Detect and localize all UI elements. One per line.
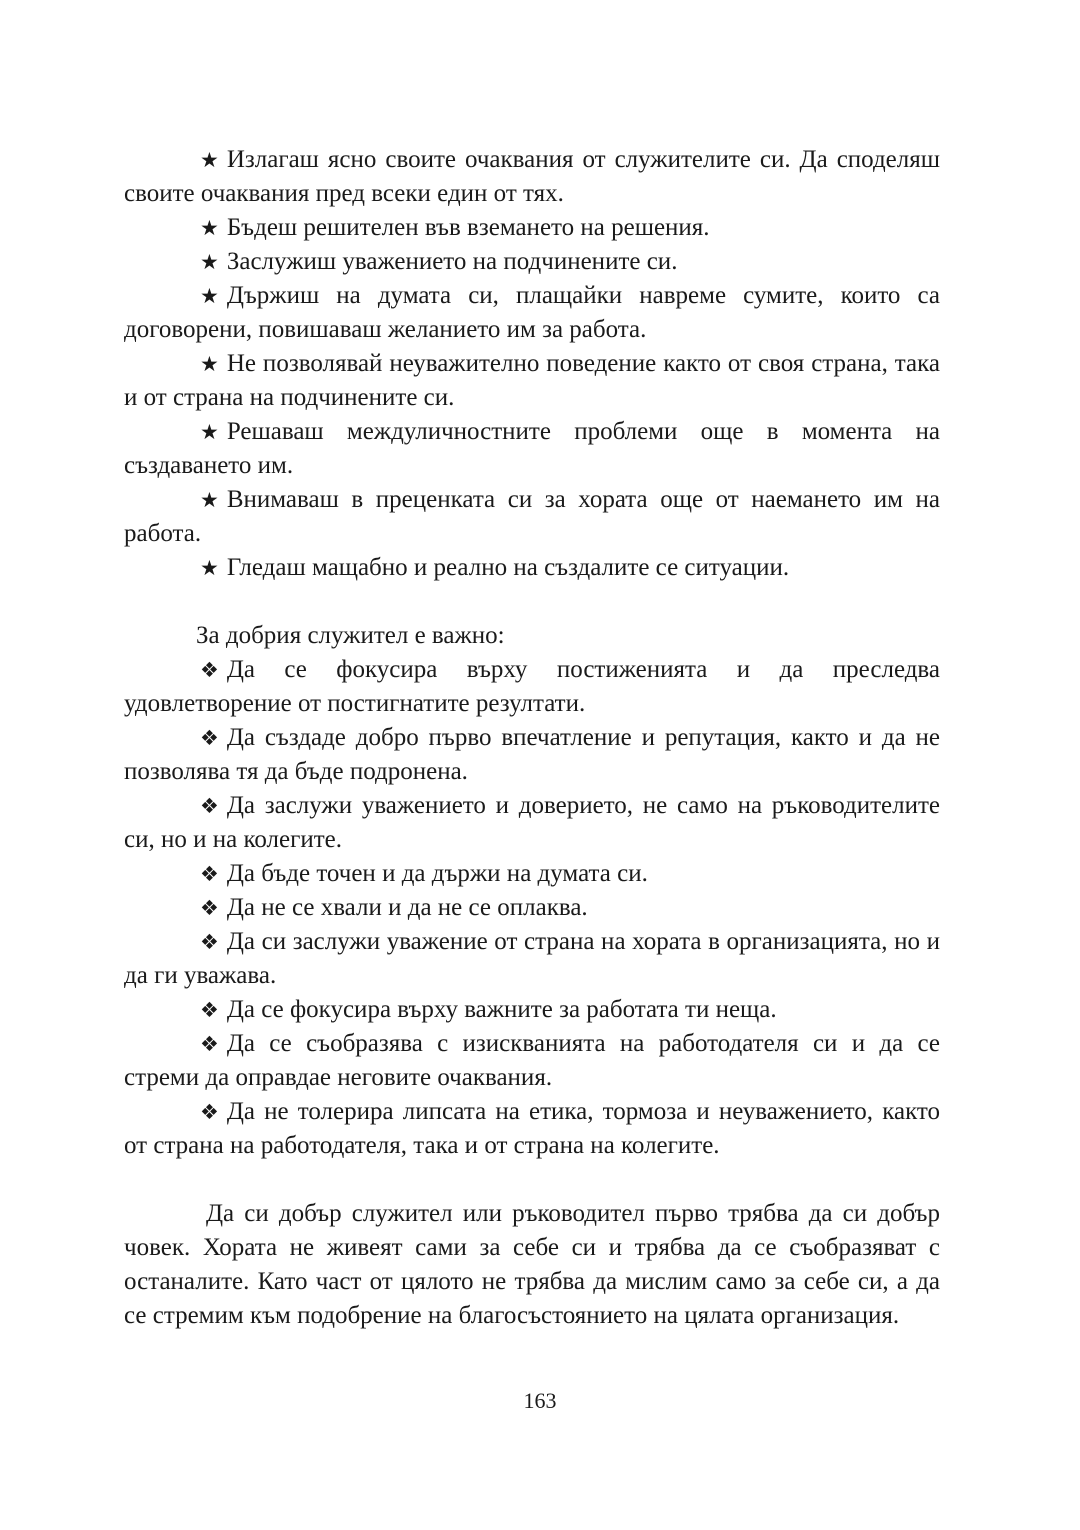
diamond-bullet-icon: ❖ — [200, 1032, 219, 1056]
leader-item-text: Решаваш междуличностните проблеми още в момента на създаването им. — [124, 418, 940, 479]
leader-item-text: Заслужиш уважението на подчинените си. — [226, 248, 678, 275]
employee-item — [124, 721, 940, 789]
leader-item-text: Държиш на думата си, плащайки навреме сумите, които са договорени, повишаваш желанието им за работа. — [124, 282, 940, 343]
star-bullet-icon: ★ — [200, 420, 219, 444]
star-bullet-icon: ★ — [200, 488, 219, 512]
diamond-bullet-icon: ❖ — [200, 896, 219, 920]
employee-item-text: Да си заслужи уважение от страна на хората в организацията, но и да ги уважава. — [124, 928, 940, 989]
employee-item-text: Да бъде точен и да държи на думата си. — [226, 860, 648, 887]
leader-item — [124, 279, 940, 347]
leader-item-text: Бъдеш решителен във вземането на решения. — [226, 214, 710, 241]
page-body — [124, 143, 940, 1333]
leader-item — [124, 483, 940, 551]
employee-item — [124, 891, 940, 925]
section-spacer — [124, 585, 940, 619]
leader-item — [124, 347, 940, 415]
employee-list — [124, 653, 940, 1163]
leader-item — [124, 245, 940, 279]
diamond-bullet-icon: ❖ — [200, 658, 219, 682]
employee-item — [124, 925, 940, 993]
star-bullet-icon: ★ — [200, 556, 219, 580]
diamond-bullet-icon: ❖ — [200, 930, 219, 954]
star-bullet-icon: ★ — [200, 352, 219, 376]
star-bullet-icon: ★ — [200, 148, 219, 172]
leader-item-text: Внимаваш в преценката си за хората още от наемането им на работа. — [124, 486, 940, 547]
diamond-bullet-icon: ❖ — [200, 998, 219, 1022]
leader-list — [124, 143, 940, 585]
employee-item-text: Да създаде добро първо впечатление и репутация, както и да не позволява тя да бъде подронена. — [124, 724, 940, 785]
page-number: 163 — [523, 1388, 557, 1413]
diamond-bullet-icon: ❖ — [200, 862, 219, 886]
employee-item — [124, 1027, 940, 1095]
employee-item — [124, 789, 940, 857]
employee-item — [124, 1095, 940, 1163]
employee-item-text: Да заслужи уважението и доверието, не само на ръководителите си, но и на колегите. — [124, 792, 940, 853]
employee-item — [124, 653, 940, 721]
employee-item-text: Да се фокусира върху важните за работата ти неща. — [226, 996, 777, 1023]
employee-intro: За добрия служител е важно: — [196, 622, 505, 649]
diamond-bullet-icon: ❖ — [200, 1100, 219, 1124]
star-bullet-icon: ★ — [200, 216, 219, 240]
section-spacer — [124, 1163, 940, 1197]
employee-item — [124, 857, 940, 891]
leader-item-text: Не позволявай неуважително поведение както от своя страна, така и от страна на подчинените си. — [124, 350, 940, 411]
employee-item-text: Да не се хвали и да не се оплаква. — [226, 894, 588, 921]
closing-paragraph: Да си добър служител или ръководител първо трябва да си добър човек. Хората не живеят сами за себе си и трябва да се съобразяват с останалите. Като част от цялото не трябва да мислим само за себе си, а да се стремим към подобрение на благосъстоянието на цялата организация. — [124, 1200, 940, 1329]
employee-item-text: Да не толерира липсата на етика, тормоза и неуважението, както от страна на работодателя, така и от страна на колегите. — [124, 1098, 940, 1159]
diamond-bullet-icon: ❖ — [200, 726, 219, 750]
leader-item-text: Гледаш мащабно и реално на създалите се ситуации. — [226, 554, 790, 581]
employee-item — [124, 993, 940, 1027]
employee-item-text: Да се съобразява с изискванията на работодателя си и да се стреми да оправдае неговите очаквания. — [124, 1030, 940, 1091]
leader-item — [124, 551, 940, 585]
employee-item-text: Да се фокусира върху постиженията и да преследва удовлетворение от постигнатите резултати. — [124, 656, 940, 717]
leader-item — [124, 415, 940, 483]
leader-item — [124, 211, 940, 245]
star-bullet-icon: ★ — [200, 250, 219, 274]
leader-item-text: Излагаш ясно своите очаквания от служителите си. Да споделяш своите очаквания пред всеки един от тях. — [124, 146, 940, 207]
leader-item — [124, 143, 940, 211]
diamond-bullet-icon: ❖ — [200, 794, 219, 818]
star-bullet-icon: ★ — [200, 284, 219, 308]
